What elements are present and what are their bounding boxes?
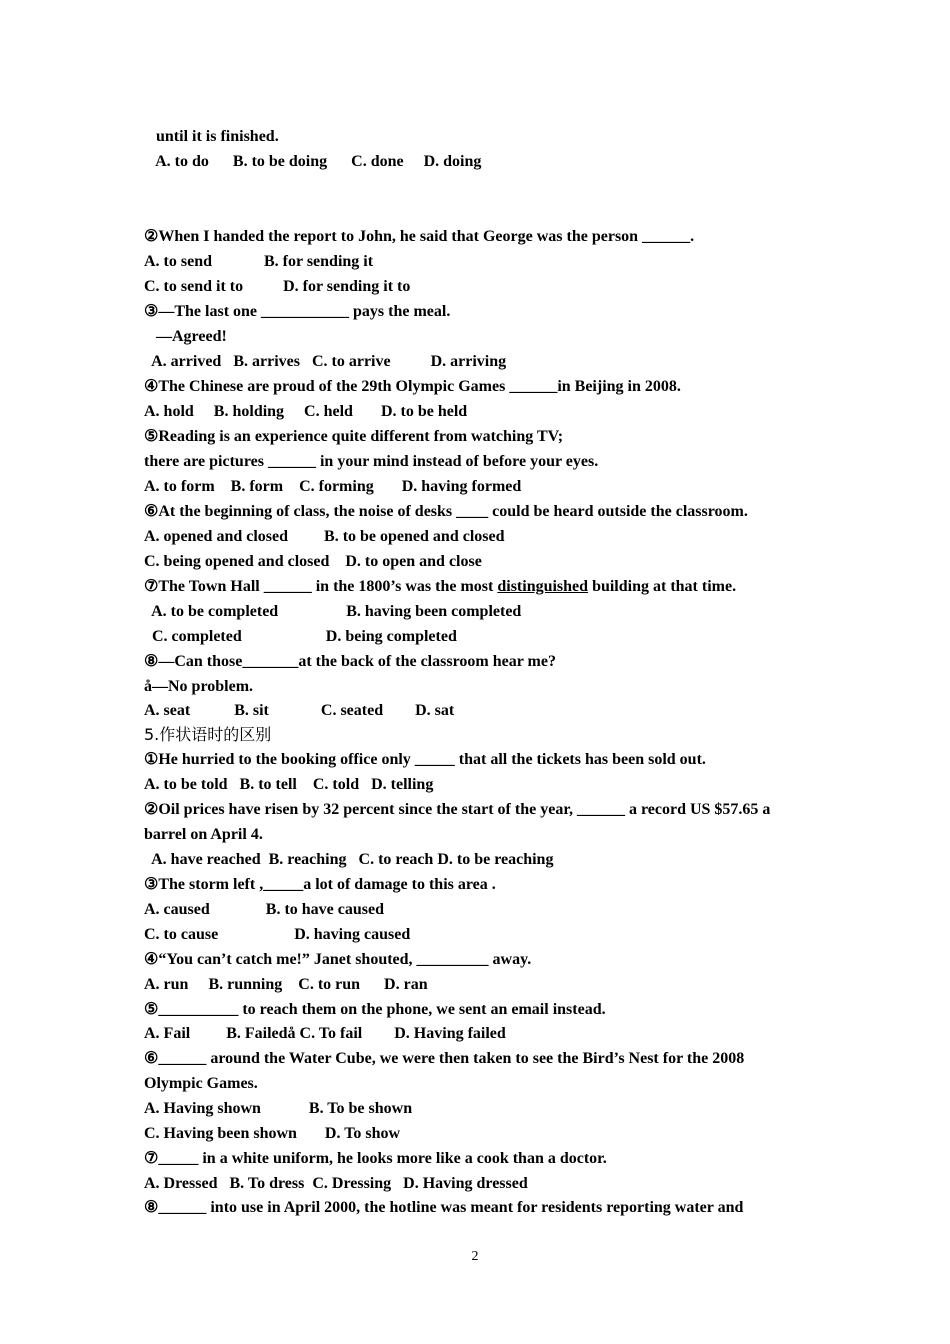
text-line: —Agreed! <box>144 328 227 345</box>
option-line: A. run B. running C. to run D. ran <box>144 976 428 993</box>
option-line: A. seat B. sit C. seated D. sat <box>144 702 455 719</box>
question-line: ①He hurried to the booking office only _____ that all the tickets has been sold out. <box>144 751 706 768</box>
text-line: barrel on April 4. <box>144 826 263 843</box>
question-line <box>144 577 736 597</box>
text-line: å—No problem. <box>144 678 254 695</box>
option-line: A. have reached B. reaching C. to reach D. to be reaching <box>144 851 554 868</box>
question-line: ④The Chinese are proud of the 29th Olympic Games ______in Beijing in 2008. <box>144 378 681 395</box>
question-line: ⑧—Can those_______at the back of the classroom hear me? <box>144 653 556 670</box>
question-text-tail: building at that time. <box>588 578 737 595</box>
text-line: Olympic Games. <box>144 1075 258 1092</box>
question-line: ⑥______ around the Water Cube, we were then taken to see the Bird’s Nest for the 2008 <box>144 1050 745 1067</box>
question-line: ④“You can’t catch me!” Janet shouted, _________ away. <box>144 951 532 968</box>
option-line: A. to form B. form C. forming D. having formed <box>144 478 522 495</box>
question-line: ③—The last one ___________ pays the meal. <box>144 303 451 320</box>
underlined-word: distinguished <box>497 578 589 595</box>
question-line: ⑥At the beginning of class, the noise of desks ____ could be heard outside the classroom. <box>144 503 748 520</box>
section-heading: 5.作状语时的区别 <box>144 725 272 744</box>
text-line: A. to do B. to be doing C. done D. doing <box>144 153 482 170</box>
question-line: ⑤__________ to reach them on the phone, we sent an email instead. <box>144 1001 606 1018</box>
question-line: ③The storm left ,_____a lot of damage to this area . <box>144 876 496 893</box>
text-line: until it is finished. <box>144 128 279 145</box>
option-line: A. caused B. to have caused <box>144 901 385 918</box>
option-line: A. Having shown B. To be shown <box>144 1100 413 1117</box>
option-line: A. opened and closed B. to be opened and closed <box>144 528 505 545</box>
question-line: ⑧______ into use in April 2000, the hotline was meant for residents reporting water and <box>144 1199 744 1216</box>
option-line: C. Having been shown D. To show <box>144 1125 401 1142</box>
option-line: C. completed D. being completed <box>144 628 457 645</box>
option-line: A. to send B. for sending it <box>144 253 374 270</box>
option-line: A. arrived B. arrives C. to arrive D. arriving <box>144 353 507 370</box>
question-line: ②When I handed the report to John, he said that George was the person ______. <box>144 228 695 245</box>
option-line: A. to be completed B. having been completed <box>144 603 522 620</box>
option-line: C. being opened and closed D. to open and close <box>144 553 482 570</box>
text-line: there are pictures ______ in your mind instead of before your eyes. <box>144 453 599 470</box>
page-number: 2 <box>471 1249 479 1264</box>
option-line: A. to be told B. to tell C. told D. telling <box>144 776 434 793</box>
option-line: A. hold B. holding C. held D. to be held <box>144 403 468 420</box>
question-line: ⑤Reading is an experience quite different from watching TV; <box>144 428 564 445</box>
question-line: ②Oil prices have risen by 32 percent since the start of the year, ______ a record US $57.65 a <box>144 801 771 818</box>
option-line: C. to cause D. having caused <box>144 926 411 943</box>
option-line: A. Dressed B. To dress C. Dressing D. Having dressed <box>144 1175 528 1192</box>
option-line: C. to send it to D. for sending it to <box>144 278 411 295</box>
question-line: ⑦_____ in a white uniform, he looks more like a cook than a doctor. <box>144 1150 607 1167</box>
question-text: ⑦The Town Hall ______ in the 1800’s was the most <box>144 578 498 595</box>
option-line: A. Fail B. Failedå C. To fail D. Having failed <box>144 1025 506 1042</box>
